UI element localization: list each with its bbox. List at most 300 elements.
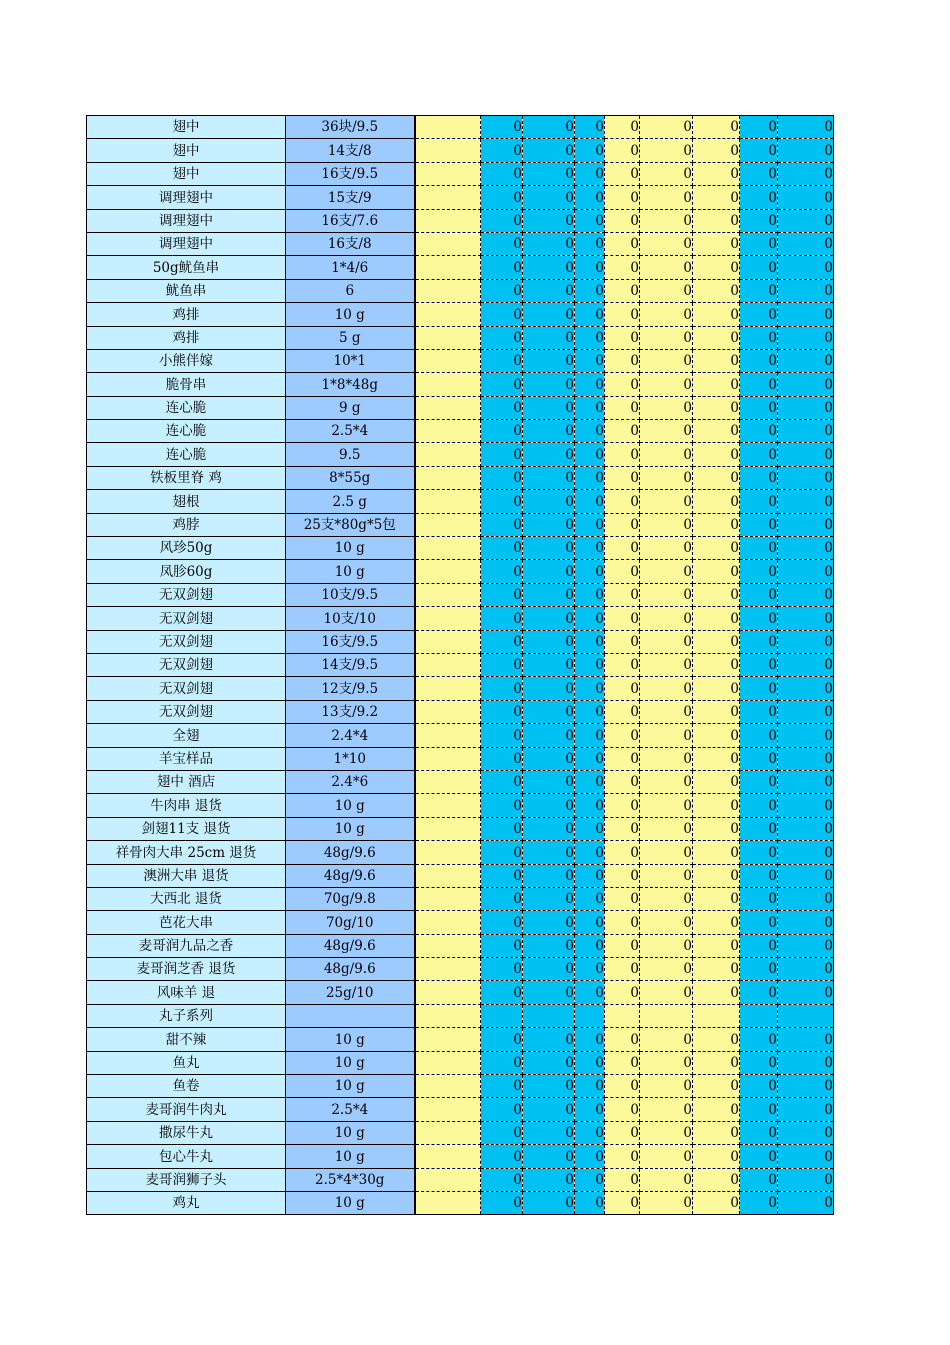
value-cell[interactable]: 0	[575, 256, 605, 279]
product-spec-cell[interactable]: 48g/9.6	[286, 841, 415, 864]
value-cell[interactable]: 0	[575, 186, 605, 209]
value-cell[interactable]: 0	[575, 864, 605, 887]
value-cell[interactable]: 0	[481, 279, 523, 302]
value-cell[interactable]: 0	[640, 887, 693, 910]
value-cell[interactable]: 0	[778, 794, 834, 817]
value-cell[interactable]	[415, 841, 481, 864]
product-name-cell[interactable]: 鸡脖	[87, 513, 286, 536]
product-spec-cell[interactable]: 36块/9.5	[286, 116, 415, 139]
value-cell[interactable]	[415, 256, 481, 279]
value-cell[interactable]	[415, 653, 481, 676]
value-cell[interactable]: 0	[778, 279, 834, 302]
product-name-cell[interactable]: 包心牛丸	[87, 1145, 286, 1168]
value-cell[interactable]: 0	[640, 186, 693, 209]
value-cell[interactable]: 0	[693, 420, 740, 443]
value-cell[interactable]: 0	[640, 981, 693, 1004]
value-cell[interactable]: 0	[778, 958, 834, 981]
product-spec-cell[interactable]: 10 g	[286, 1191, 415, 1214]
product-spec-cell[interactable]: 10 g	[286, 1121, 415, 1144]
product-spec-cell[interactable]: 48g/9.6	[286, 934, 415, 957]
value-cell[interactable]: 0	[523, 724, 575, 747]
value-cell[interactable]: 0	[640, 466, 693, 489]
product-name-cell[interactable]: 牛肉串 退货	[87, 794, 286, 817]
value-cell[interactable]: 0	[575, 279, 605, 302]
value-cell[interactable]: 0	[740, 443, 778, 466]
value-cell[interactable]: 0	[693, 981, 740, 1004]
value-cell[interactable]: 0	[481, 1168, 523, 1191]
value-cell[interactable]: 0	[481, 841, 523, 864]
product-name-cell[interactable]: 无双剑翅	[87, 677, 286, 700]
product-spec-cell[interactable]: 10支/9.5	[286, 583, 415, 606]
value-cell[interactable]	[415, 1004, 481, 1027]
value-cell[interactable]: 0	[605, 1121, 640, 1144]
product-spec-cell[interactable]: 10支/10	[286, 607, 415, 630]
value-cell[interactable]	[415, 279, 481, 302]
value-cell[interactable]: 0	[740, 537, 778, 560]
value-cell[interactable]	[415, 794, 481, 817]
product-name-cell[interactable]: 鱼卷	[87, 1075, 286, 1098]
value-cell[interactable]: 0	[575, 841, 605, 864]
value-cell[interactable]: 0	[523, 1098, 575, 1121]
value-cell[interactable]: 0	[740, 1075, 778, 1098]
value-cell[interactable]: 0	[740, 630, 778, 653]
value-cell[interactable]: 0	[575, 232, 605, 255]
value-cell[interactable]: 0	[693, 841, 740, 864]
value-cell[interactable]: 0	[693, 139, 740, 162]
value-cell[interactable]: 0	[778, 583, 834, 606]
product-spec-cell[interactable]: 2.5*4*30g	[286, 1168, 415, 1191]
value-cell[interactable]: 0	[481, 420, 523, 443]
value-cell[interactable]: 0	[605, 981, 640, 1004]
value-cell[interactable]: 0	[778, 911, 834, 934]
value-cell[interactable]	[415, 1145, 481, 1168]
value-cell[interactable]	[778, 1004, 834, 1027]
value-cell[interactable]: 0	[778, 653, 834, 676]
product-name-cell[interactable]: 翅中	[87, 139, 286, 162]
value-cell[interactable]	[415, 513, 481, 536]
value-cell[interactable]	[415, 677, 481, 700]
value-cell[interactable]: 0	[693, 256, 740, 279]
product-name-cell[interactable]: 调理翅中	[87, 232, 286, 255]
product-name-cell[interactable]: 鸡排	[87, 303, 286, 326]
value-cell[interactable]: 0	[740, 420, 778, 443]
value-cell[interactable]: 0	[778, 490, 834, 513]
value-cell[interactable]: 0	[481, 232, 523, 255]
value-cell[interactable]: 0	[693, 537, 740, 560]
value-cell[interactable]: 0	[605, 303, 640, 326]
value-cell[interactable]: 0	[605, 887, 640, 910]
value-cell[interactable]: 0	[740, 1191, 778, 1214]
product-spec-cell[interactable]: 10 g	[286, 537, 415, 560]
product-name-cell[interactable]: 无双剑翅	[87, 653, 286, 676]
value-cell[interactable]: 0	[523, 864, 575, 887]
value-cell[interactable]: 0	[605, 396, 640, 419]
value-cell[interactable]: 0	[605, 1098, 640, 1121]
value-cell[interactable]: 0	[523, 1051, 575, 1074]
value-cell[interactable]: 0	[575, 1028, 605, 1051]
product-spec-cell[interactable]: 13支/9.2	[286, 700, 415, 723]
value-cell[interactable]: 0	[523, 630, 575, 653]
value-cell[interactable]: 0	[640, 116, 693, 139]
value-cell[interactable]: 0	[778, 326, 834, 349]
value-cell[interactable]: 0	[740, 1028, 778, 1051]
value-cell[interactable]: 0	[778, 232, 834, 255]
value-cell[interactable]: 0	[523, 1145, 575, 1168]
value-cell[interactable]	[415, 420, 481, 443]
value-cell[interactable]: 0	[778, 443, 834, 466]
product-spec-cell[interactable]: 8*55g	[286, 466, 415, 489]
product-name-cell[interactable]: 丸子系列	[87, 1004, 286, 1027]
value-cell[interactable]	[415, 911, 481, 934]
value-cell[interactable]: 0	[778, 864, 834, 887]
value-cell[interactable]: 0	[575, 537, 605, 560]
value-cell[interactable]	[415, 817, 481, 840]
value-cell[interactable]	[415, 162, 481, 185]
value-cell[interactable]: 0	[640, 911, 693, 934]
value-cell[interactable]: 0	[778, 934, 834, 957]
value-cell[interactable]: 0	[481, 747, 523, 770]
value-cell[interactable]: 0	[778, 256, 834, 279]
value-cell[interactable]: 0	[605, 162, 640, 185]
value-cell[interactable]	[415, 747, 481, 770]
value-cell[interactable]: 0	[605, 958, 640, 981]
value-cell[interactable]: 0	[778, 139, 834, 162]
value-cell[interactable]: 0	[605, 653, 640, 676]
product-spec-cell[interactable]: 10 g	[286, 560, 415, 583]
product-spec-cell[interactable]: 5 g	[286, 326, 415, 349]
value-cell[interactable]: 0	[523, 700, 575, 723]
product-spec-cell[interactable]: 10*1	[286, 349, 415, 372]
value-cell[interactable]: 0	[740, 653, 778, 676]
value-cell[interactable]: 0	[481, 443, 523, 466]
value-cell[interactable]: 0	[481, 583, 523, 606]
value-cell[interactable]: 0	[778, 116, 834, 139]
value-cell[interactable]: 0	[605, 232, 640, 255]
value-cell[interactable]: 0	[523, 326, 575, 349]
product-spec-cell[interactable]: 10 g	[286, 303, 415, 326]
value-cell[interactable]: 0	[481, 607, 523, 630]
product-name-cell[interactable]: 凤胗60g	[87, 560, 286, 583]
value-cell[interactable]: 0	[640, 162, 693, 185]
value-cell[interactable]: 0	[605, 513, 640, 536]
value-cell[interactable]	[415, 630, 481, 653]
product-name-cell[interactable]: 麦哥润狮子头	[87, 1168, 286, 1191]
value-cell[interactable]: 0	[640, 1145, 693, 1168]
value-cell[interactable]: 0	[640, 934, 693, 957]
value-cell[interactable]: 0	[605, 373, 640, 396]
value-cell[interactable]: 0	[693, 583, 740, 606]
product-spec-cell[interactable]: 2.4*6	[286, 770, 415, 793]
value-cell[interactable]: 0	[740, 209, 778, 232]
value-cell[interactable]: 0	[778, 560, 834, 583]
value-cell[interactable]: 0	[693, 607, 740, 630]
value-cell[interactable]: 0	[605, 677, 640, 700]
value-cell[interactable]: 0	[693, 794, 740, 817]
product-name-cell[interactable]: 翅中	[87, 162, 286, 185]
value-cell[interactable]: 0	[481, 162, 523, 185]
value-cell[interactable]: 0	[575, 373, 605, 396]
product-name-cell[interactable]: 鸡丸	[87, 1191, 286, 1214]
value-cell[interactable]: 0	[605, 420, 640, 443]
value-cell[interactable]: 0	[523, 139, 575, 162]
value-cell[interactable]	[415, 1121, 481, 1144]
value-cell[interactable]: 0	[778, 887, 834, 910]
value-cell[interactable]: 0	[693, 1168, 740, 1191]
value-cell[interactable]: 0	[481, 653, 523, 676]
value-cell[interactable]: 0	[778, 1121, 834, 1144]
value-cell[interactable]: 0	[481, 864, 523, 887]
value-cell[interactable]: 0	[778, 1051, 834, 1074]
value-cell[interactable]: 0	[575, 1191, 605, 1214]
value-cell[interactable]: 0	[640, 958, 693, 981]
value-cell[interactable]: 0	[693, 513, 740, 536]
value-cell[interactable]: 0	[481, 794, 523, 817]
value-cell[interactable]: 0	[481, 724, 523, 747]
value-cell[interactable]: 0	[605, 466, 640, 489]
value-cell[interactable]: 0	[523, 770, 575, 793]
value-cell[interactable]: 0	[575, 981, 605, 1004]
value-cell[interactable]: 0	[575, 817, 605, 840]
value-cell[interactable]: 0	[575, 583, 605, 606]
value-cell[interactable]: 0	[605, 1145, 640, 1168]
value-cell[interactable]: 0	[740, 841, 778, 864]
value-cell[interactable]: 0	[575, 420, 605, 443]
product-name-cell[interactable]: 撒尿牛丸	[87, 1121, 286, 1144]
value-cell[interactable]: 0	[693, 1028, 740, 1051]
value-cell[interactable]: 0	[523, 1028, 575, 1051]
value-cell[interactable]: 0	[605, 186, 640, 209]
value-cell[interactable]: 0	[575, 653, 605, 676]
value-cell[interactable]: 0	[481, 887, 523, 910]
value-cell[interactable]: 0	[523, 1168, 575, 1191]
value-cell[interactable]: 0	[481, 116, 523, 139]
value-cell[interactable]: 0	[481, 303, 523, 326]
value-cell[interactable]: 0	[778, 841, 834, 864]
product-name-cell[interactable]: 澳洲大串 退货	[87, 864, 286, 887]
value-cell[interactable]: 0	[523, 607, 575, 630]
value-cell[interactable]: 0	[605, 209, 640, 232]
value-cell[interactable]: 0	[605, 139, 640, 162]
value-cell[interactable]: 0	[640, 1191, 693, 1214]
value-cell[interactable]: 0	[640, 560, 693, 583]
value-cell[interactable]: 0	[605, 116, 640, 139]
product-name-cell[interactable]: 脆骨串	[87, 373, 286, 396]
value-cell[interactable]: 0	[575, 724, 605, 747]
value-cell[interactable]	[575, 1004, 605, 1027]
product-spec-cell[interactable]: 14支/9.5	[286, 653, 415, 676]
value-cell[interactable]: 0	[778, 466, 834, 489]
value-cell[interactable]: 0	[605, 256, 640, 279]
value-cell[interactable]: 0	[523, 116, 575, 139]
value-cell[interactable]: 0	[575, 958, 605, 981]
value-cell[interactable]: 0	[523, 232, 575, 255]
value-cell[interactable]: 0	[523, 911, 575, 934]
product-name-cell[interactable]: 调理翅中	[87, 186, 286, 209]
value-cell[interactable]: 0	[523, 583, 575, 606]
value-cell[interactable]: 0	[575, 466, 605, 489]
value-cell[interactable]: 0	[740, 186, 778, 209]
value-cell[interactable]	[415, 116, 481, 139]
value-cell[interactable]	[523, 1004, 575, 1027]
product-spec-cell[interactable]: 9.5	[286, 443, 415, 466]
value-cell[interactable]: 0	[523, 186, 575, 209]
value-cell[interactable]: 0	[693, 700, 740, 723]
value-cell[interactable]	[693, 1004, 740, 1027]
value-cell[interactable]: 0	[740, 794, 778, 817]
value-cell[interactable]: 0	[693, 116, 740, 139]
value-cell[interactable]: 0	[693, 373, 740, 396]
value-cell[interactable]: 0	[523, 303, 575, 326]
value-cell[interactable]: 0	[523, 490, 575, 513]
value-cell[interactable]: 0	[640, 770, 693, 793]
value-cell[interactable]: 0	[481, 1145, 523, 1168]
value-cell[interactable]: 0	[605, 583, 640, 606]
value-cell[interactable]: 0	[693, 653, 740, 676]
product-name-cell[interactable]: 调理翅中	[87, 209, 286, 232]
product-name-cell[interactable]: 鱼丸	[87, 1051, 286, 1074]
product-name-cell[interactable]: 50g鱿鱼串	[87, 256, 286, 279]
product-spec-cell[interactable]: 16支/7.6	[286, 209, 415, 232]
product-name-cell[interactable]: 风珍50g	[87, 537, 286, 560]
value-cell[interactable]: 0	[605, 349, 640, 372]
product-name-cell[interactable]: 羊宝样品	[87, 747, 286, 770]
value-cell[interactable]: 0	[693, 770, 740, 793]
value-cell[interactable]: 0	[693, 1051, 740, 1074]
value-cell[interactable]	[415, 349, 481, 372]
value-cell[interactable]: 0	[640, 1168, 693, 1191]
value-cell[interactable]: 0	[640, 349, 693, 372]
value-cell[interactable]: 0	[481, 1075, 523, 1098]
value-cell[interactable]: 0	[693, 1191, 740, 1214]
value-cell[interactable]: 0	[605, 770, 640, 793]
product-name-cell[interactable]: 无双剑翅	[87, 607, 286, 630]
value-cell[interactable]: 0	[693, 817, 740, 840]
value-cell[interactable]: 0	[740, 747, 778, 770]
product-spec-cell[interactable]: 9 g	[286, 396, 415, 419]
value-cell[interactable]	[481, 1004, 523, 1027]
value-cell[interactable]: 0	[523, 841, 575, 864]
value-cell[interactable]: 0	[740, 817, 778, 840]
value-cell[interactable]	[415, 443, 481, 466]
value-cell[interactable]: 0	[575, 700, 605, 723]
value-cell[interactable]: 0	[740, 373, 778, 396]
value-cell[interactable]: 0	[778, 817, 834, 840]
value-cell[interactable]: 0	[778, 1028, 834, 1051]
value-cell[interactable]: 0	[740, 326, 778, 349]
value-cell[interactable]: 0	[740, 303, 778, 326]
value-cell[interactable]: 0	[575, 934, 605, 957]
value-cell[interactable]: 0	[778, 1098, 834, 1121]
value-cell[interactable]: 0	[640, 677, 693, 700]
value-cell[interactable]: 0	[778, 770, 834, 793]
value-cell[interactable]: 0	[693, 1075, 740, 1098]
value-cell[interactable]: 0	[693, 630, 740, 653]
value-cell[interactable]: 0	[605, 724, 640, 747]
value-cell[interactable]: 0	[778, 349, 834, 372]
value-cell[interactable]: 0	[523, 256, 575, 279]
value-cell[interactable]: 0	[605, 747, 640, 770]
value-cell[interactable]: 0	[523, 396, 575, 419]
value-cell[interactable]	[415, 209, 481, 232]
value-cell[interactable]: 0	[523, 958, 575, 981]
value-cell[interactable]: 0	[740, 700, 778, 723]
value-cell[interactable]: 0	[693, 911, 740, 934]
value-cell[interactable]: 0	[481, 1051, 523, 1074]
value-cell[interactable]: 0	[523, 677, 575, 700]
value-cell[interactable]: 0	[575, 911, 605, 934]
value-cell[interactable]: 0	[640, 513, 693, 536]
value-cell[interactable]: 0	[740, 607, 778, 630]
value-cell[interactable]	[415, 1098, 481, 1121]
value-cell[interactable]	[415, 490, 481, 513]
value-cell[interactable]: 0	[640, 794, 693, 817]
product-name-cell[interactable]: 翅中	[87, 116, 286, 139]
value-cell[interactable]: 0	[481, 911, 523, 934]
value-cell[interactable]: 0	[481, 513, 523, 536]
value-cell[interactable]: 0	[693, 1145, 740, 1168]
value-cell[interactable]	[415, 560, 481, 583]
value-cell[interactable]: 0	[575, 747, 605, 770]
product-spec-cell[interactable]	[286, 1004, 415, 1027]
value-cell[interactable]: 0	[481, 817, 523, 840]
value-cell[interactable]: 0	[693, 677, 740, 700]
value-cell[interactable]: 0	[523, 349, 575, 372]
value-cell[interactable]: 0	[575, 513, 605, 536]
value-cell[interactable]: 0	[693, 490, 740, 513]
product-spec-cell[interactable]: 10 g	[286, 1145, 415, 1168]
value-cell[interactable]: 0	[640, 817, 693, 840]
value-cell[interactable]: 0	[640, 279, 693, 302]
product-spec-cell[interactable]: 10 g	[286, 794, 415, 817]
product-spec-cell[interactable]: 16支/8	[286, 232, 415, 255]
value-cell[interactable]	[415, 770, 481, 793]
value-cell[interactable]: 0	[640, 303, 693, 326]
value-cell[interactable]: 0	[640, 724, 693, 747]
product-spec-cell[interactable]: 2.5 g	[286, 490, 415, 513]
product-name-cell[interactable]: 翅中 酒店	[87, 770, 286, 793]
value-cell[interactable]: 0	[740, 232, 778, 255]
value-cell[interactable]: 0	[640, 1121, 693, 1144]
value-cell[interactable]: 0	[523, 162, 575, 185]
value-cell[interactable]: 0	[575, 677, 605, 700]
value-cell[interactable]: 0	[778, 724, 834, 747]
value-cell[interactable]: 0	[640, 373, 693, 396]
value-cell[interactable]: 0	[693, 934, 740, 957]
value-cell[interactable]: 0	[778, 303, 834, 326]
value-cell[interactable]: 0	[481, 630, 523, 653]
value-cell[interactable]: 0	[481, 560, 523, 583]
product-spec-cell[interactable]: 10 g	[286, 1028, 415, 1051]
value-cell[interactable]: 0	[523, 1121, 575, 1144]
value-cell[interactable]: 0	[740, 560, 778, 583]
value-cell[interactable]	[415, 537, 481, 560]
value-cell[interactable]: 0	[640, 607, 693, 630]
value-cell[interactable]: 0	[693, 958, 740, 981]
value-cell[interactable]: 0	[523, 817, 575, 840]
value-cell[interactable]: 0	[693, 279, 740, 302]
value-cell[interactable]: 0	[778, 607, 834, 630]
value-cell[interactable]: 0	[523, 747, 575, 770]
value-cell[interactable]	[415, 326, 481, 349]
value-cell[interactable]: 0	[481, 981, 523, 1004]
value-cell[interactable]: 0	[693, 747, 740, 770]
value-cell[interactable]: 0	[523, 279, 575, 302]
value-cell[interactable]: 0	[640, 653, 693, 676]
value-cell[interactable]: 0	[740, 677, 778, 700]
value-cell[interactable]: 0	[640, 420, 693, 443]
value-cell[interactable]: 0	[523, 513, 575, 536]
product-name-cell[interactable]: 风味羊 退	[87, 981, 286, 1004]
